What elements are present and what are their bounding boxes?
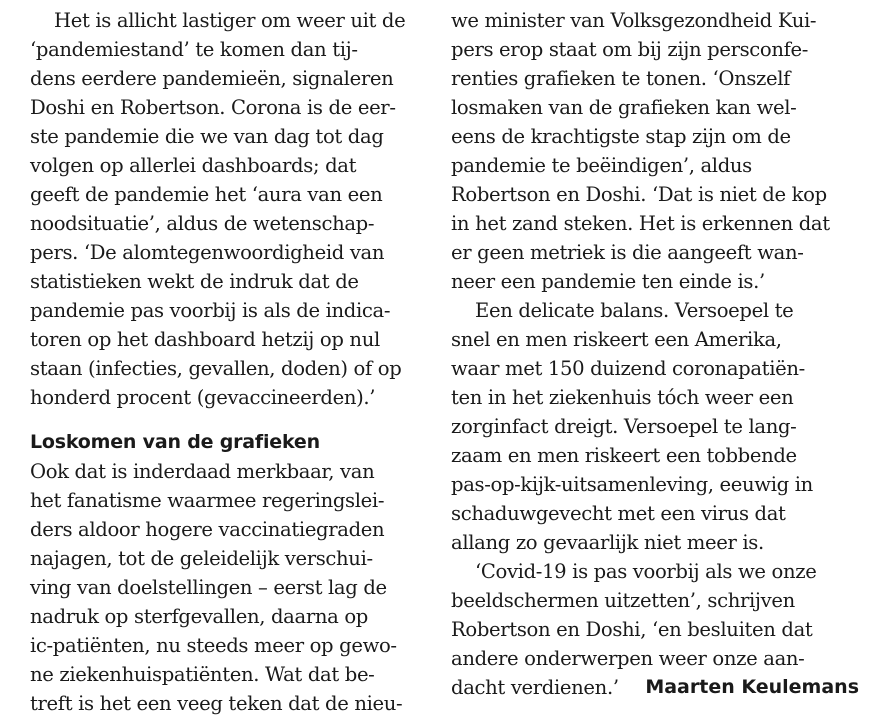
text-line: Robertson en Doshi. ‘Dat is niet de kop <box>451 183 827 206</box>
text-line: honderd procent (gevaccineerden).’ <box>30 386 376 409</box>
text-line: renties grafieken te tonen. ‘Onszelf <box>451 67 791 90</box>
text-line: pas-op-kijk-uitsamenleving, eeuwig in <box>451 473 813 496</box>
author-byline: Maarten Keulemans <box>645 676 859 698</box>
left-column <box>30 6 434 718</box>
left-paragraph-1 <box>30 6 434 412</box>
text-line: we minister van Volksgezondheid Kui- <box>451 9 817 32</box>
text-line: dens eerdere pandemieën, signaleren <box>30 67 394 90</box>
text-line: snel en men riskeert een Amerika, <box>451 328 782 351</box>
left-paragraph-2 <box>30 457 434 718</box>
text-line: het fanatisme waarmee regeringslei- <box>30 489 385 512</box>
right-column <box>451 6 859 702</box>
text-line: pers erop staat om bij zijn persconfe- <box>451 38 809 61</box>
text-line: eens de krachtigste stap zijn om de <box>451 125 791 148</box>
text-line: ‘pandemiestand’ te komen dan tij- <box>30 38 358 61</box>
text-line: Doshi en Robertson. Corona is de eer- <box>30 96 396 119</box>
text-line: ving van doelstellingen – eerst lag de <box>30 576 387 599</box>
right-paragraph-2 <box>451 296 859 557</box>
text-line: dacht verdienen.’ <box>451 676 619 699</box>
text-line: allang zo gevaarlijk niet meer is. <box>451 531 764 554</box>
text-line: Het is allicht lastiger om weer uit de <box>54 9 406 32</box>
text-line: losmaken van de grafieken kan wel- <box>451 96 797 119</box>
text-line: ten in het ziekenhuis tóch weer een <box>451 386 794 409</box>
text-line: schaduwgevecht met een virus dat <box>451 502 786 525</box>
text-line: Robertson en Doshi, ‘en besluiten dat <box>451 618 813 641</box>
text-line: beeldschermen uitzetten’, schrijven <box>451 589 795 612</box>
right-paragraph-1 <box>451 6 859 296</box>
text-line: neer een pandemie ten einde is.’ <box>451 270 765 293</box>
text-line: waar met 150 duizend coronapatiën- <box>451 357 805 380</box>
text-line: treft is het een veeg teken dat de nieu- <box>30 692 403 715</box>
text-line: statistieken wekt de indruk dat de <box>30 270 359 293</box>
text-line: pandemie pas voorbij is als de indica- <box>30 299 391 322</box>
text-line: in het zand steken. Het is erkennen dat <box>451 212 830 235</box>
text-line: nadruk op sterfgevallen, daarna op <box>30 605 368 628</box>
text-line: zaam en men riskeert een tobbende <box>451 444 797 467</box>
section-heading: Loskomen van de grafieken <box>30 431 320 453</box>
text-line: staan (infecties, gevallen, doden) of op <box>30 357 402 380</box>
text-line: volgen op allerlei dashboards; dat <box>30 154 357 177</box>
text-line: Ook dat is inderdaad merkbaar, van <box>30 460 375 483</box>
text-line: ic-patiënten, nu steeds meer op gewo- <box>30 634 397 657</box>
text-line: pandemie te beëindigen’, aldus <box>451 154 752 177</box>
text-line: ne ziekenhuispatiënten. Wat dat be- <box>30 663 375 686</box>
text-line: andere onderwerpen weer onze aan- <box>451 647 805 670</box>
text-line: Een delicate balans. Versoepel te <box>475 299 794 322</box>
text-line: pers. ‘De alomtegenwoordigheid van <box>30 241 385 264</box>
text-line: najagen, tot de geleidelijk verschui- <box>30 547 373 570</box>
text-line: toren op het dashboard hetzij op nul <box>30 328 380 351</box>
text-line: ders aldoor hogere vaccinatiegraden <box>30 518 385 541</box>
text-line: zorginfact dreigt. Versoepel te lang- <box>451 415 797 438</box>
text-line: noodsituatie’, aldus de wetenschap- <box>30 212 375 235</box>
text-line: er geen metriek is die aangeeft wan- <box>451 241 804 264</box>
text-line: ste pandemie die we van dag tot dag <box>30 125 384 148</box>
text-line: geeft de pandemie het ‘aura van een <box>30 183 383 206</box>
text-line: ‘Covid-19 is pas voorbij als we onze <box>475 560 817 583</box>
